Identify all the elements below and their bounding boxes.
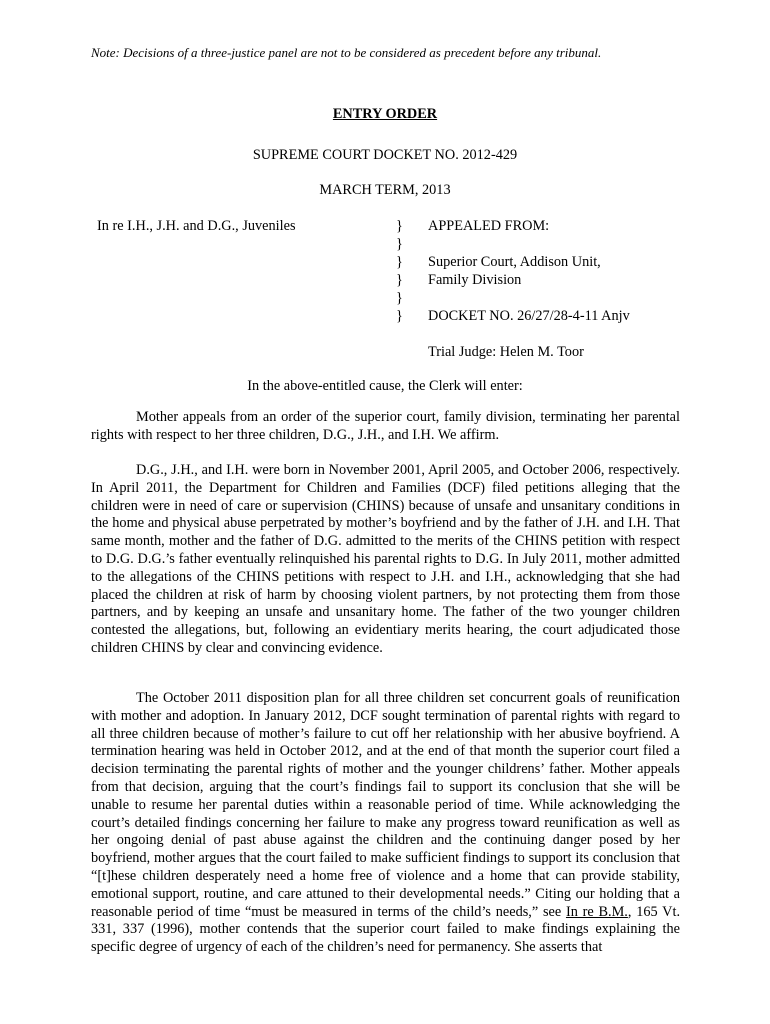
precedent-note: Note: Decisions of a three-justice panel are not to be considered as precedent before any tribunal. (91, 45, 602, 60)
paragraph-3-text-before-citation: The October 2011 disposition plan for all three children set concurrent goals of reunification with mother and adoption. In January 2012, DCF sought termination of parental rights with regard to all three children because of mother’s failure to cut off her relationship with her abusive boyfriend. A termination hearing was held in October 2012, and at the end of that month the superior court filed a decision terminating the parental rights of mother and the younger childrens’ father. Mother appeals from that decision, arguing that the court’s findings fail to support its conclusion that she will be unable to resume her parental duties within a reasonable period of time. While acknowledging the court’s detailed findings concerning her failure to make any progress toward reunification as well as her ongoing denial of past abuse against the children and the continuing danger posed by her boyfriend, mother argues that the court failed to make sufficient findings to support its conclusion that “[t]hese children desperately need a home free of violence and a home that can provide stability, emotional support, routine, and care attuned to their developmental needs.” Citing our holding that a reasonable period of time “must be measured in terms of the child’s needs,” see (91, 690, 680, 920)
supreme-court-docket: SUPREME COURT DOCKET NO. 2012-429 (252, 147, 518, 163)
clerk-statement: In the above-entitled cause, the Clerk will enter: (247, 378, 523, 394)
caption-brace: } (396, 218, 403, 234)
appealed-from-label: APPEALED FROM: (428, 218, 550, 234)
caption-braces (396, 217, 410, 325)
appeal-info (428, 217, 630, 361)
trial-judge: Trial Judge: Helen M. Toor (428, 344, 584, 360)
paragraph-3 (91, 690, 680, 957)
court-term: MARCH TERM, 2013 (319, 182, 451, 198)
paragraph-2: D.G., J.H., and I.H. were born in November 2001, April 2005, and October 2006, respectively. In April 2011, the Department for Children and Families (DCF) filed petitions alleging that the children were in need of care or supervision (CHINS) because of unsafe and unsanitary conditions in the home and physical abuse perpetrated by mother’s boyfriend and by the father of J.H. and I.H. That same month, mother and the father of D.G. admitted to the merits of the CHINS petition with respect to D.G. D.G.’s father eventually relinquished his parental rights to D.G. In July 2011, mother admitted to the allegations of the CHINS petitions with respect to J.H. and I.H., acknowledging that she had placed the children at risk of harm by choosing violent partners, by not protecting them from those partners, and by keeping an unsafe and unsanitary home. The father of the two younger children contested the allegations, but, following an evidentiary merits hearing, the court adjudicated those children CHINS by clear and convincing evidence. (91, 462, 680, 656)
paragraph-3-text-after-citation: , 165 Vt. 331, 337 (1996), mother contends that the superior court failed to make findings explaining the specific degree of urgency of each of the children’s need for permanency. She asserts that (91, 903, 681, 956)
caption-brace: } (396, 272, 403, 288)
document-title: ENTRY ORDER (332, 106, 438, 122)
lower-court-division: Family Division (428, 272, 522, 288)
paragraph-1: Mother appeals from an order of the superior court, family division, terminating her parental rights with respect to her three children, D.G., J.H., and I.H. We affirm. (91, 409, 680, 443)
caption-brace: } (396, 254, 403, 270)
caption-brace: } (396, 236, 403, 252)
caption-brace: } (396, 308, 403, 324)
lower-court-name: Superior Court, Addison Unit, (428, 254, 601, 270)
caption-brace: } (396, 290, 403, 306)
case-citation: In re B.M. (565, 903, 628, 920)
case-name: In re I.H., J.H. and D.G., Juveniles (97, 218, 296, 234)
lower-court-docket: DOCKET NO. 26/27/28-4-11 Anjv (428, 308, 630, 324)
